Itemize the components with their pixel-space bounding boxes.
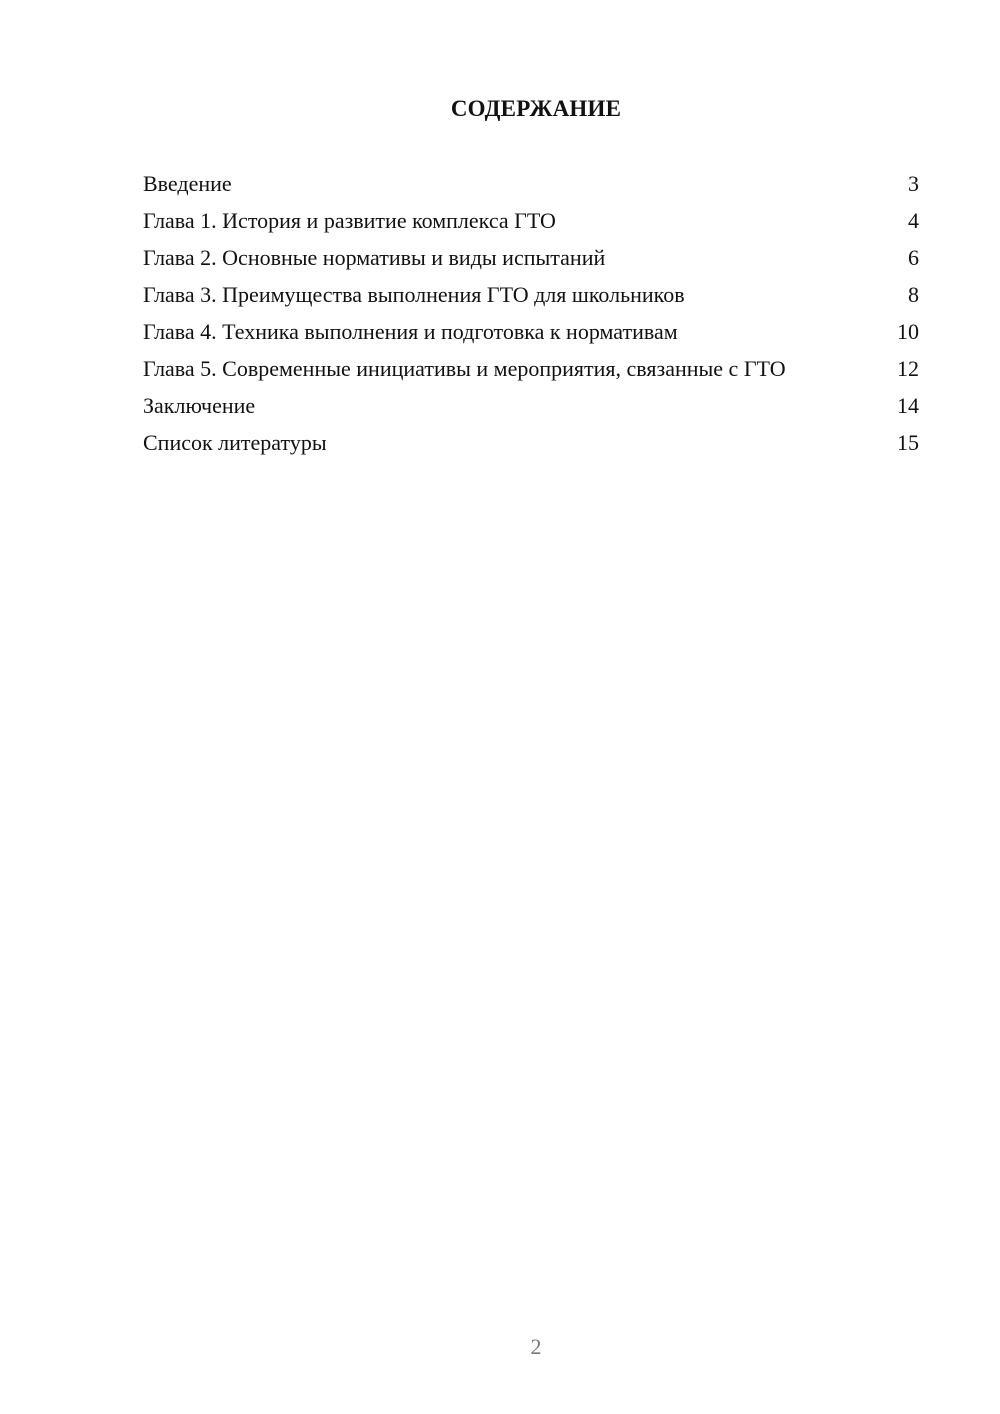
toc-item-page-number: 8 xyxy=(908,282,919,307)
toc-item-page-number: 3 xyxy=(908,171,919,196)
toc-title: СОДЕРЖАНИЕ xyxy=(450,96,622,121)
toc-item-label: Список литературы xyxy=(143,430,327,455)
toc-item-chapter-4 xyxy=(143,319,919,345)
toc-item-page-number: 10 xyxy=(897,319,919,344)
toc-item-label: Глава 3. Преимущества выполнения ГТО для школьников xyxy=(143,282,685,307)
toc-item-page-number: 4 xyxy=(908,208,919,233)
toc-item-page-number: 14 xyxy=(897,393,919,418)
toc-item-chapter-1 xyxy=(143,208,919,234)
toc-item-page-number: 6 xyxy=(908,245,919,270)
toc-item-references xyxy=(143,430,919,456)
page-number: 2 xyxy=(530,1334,542,1359)
toc-item-page-number: 15 xyxy=(897,430,919,455)
toc-item-label: Глава 2. Основные нормативы и виды испытаний xyxy=(143,245,606,270)
toc-item-chapter-2 xyxy=(143,245,919,271)
toc-item-label: Глава 5. Современные инициативы и мероприятия, связанные с ГТО xyxy=(143,356,786,381)
toc-item-conclusion xyxy=(143,393,919,419)
toc-item-label: Заключение xyxy=(143,393,256,418)
toc-item-introduction xyxy=(143,171,919,197)
toc-item-chapter-3 xyxy=(143,282,919,308)
toc-item-label: Глава 1. История и развитие комплекса ГТО xyxy=(143,208,556,233)
toc-item-chapter-5 xyxy=(143,356,919,382)
toc-item-page-number: 12 xyxy=(897,356,919,381)
toc-item-label: Введение xyxy=(143,171,232,196)
toc-item-label: Глава 4. Техника выполнения и подготовка к нормативам xyxy=(143,319,678,344)
table-of-contents xyxy=(143,171,919,467)
